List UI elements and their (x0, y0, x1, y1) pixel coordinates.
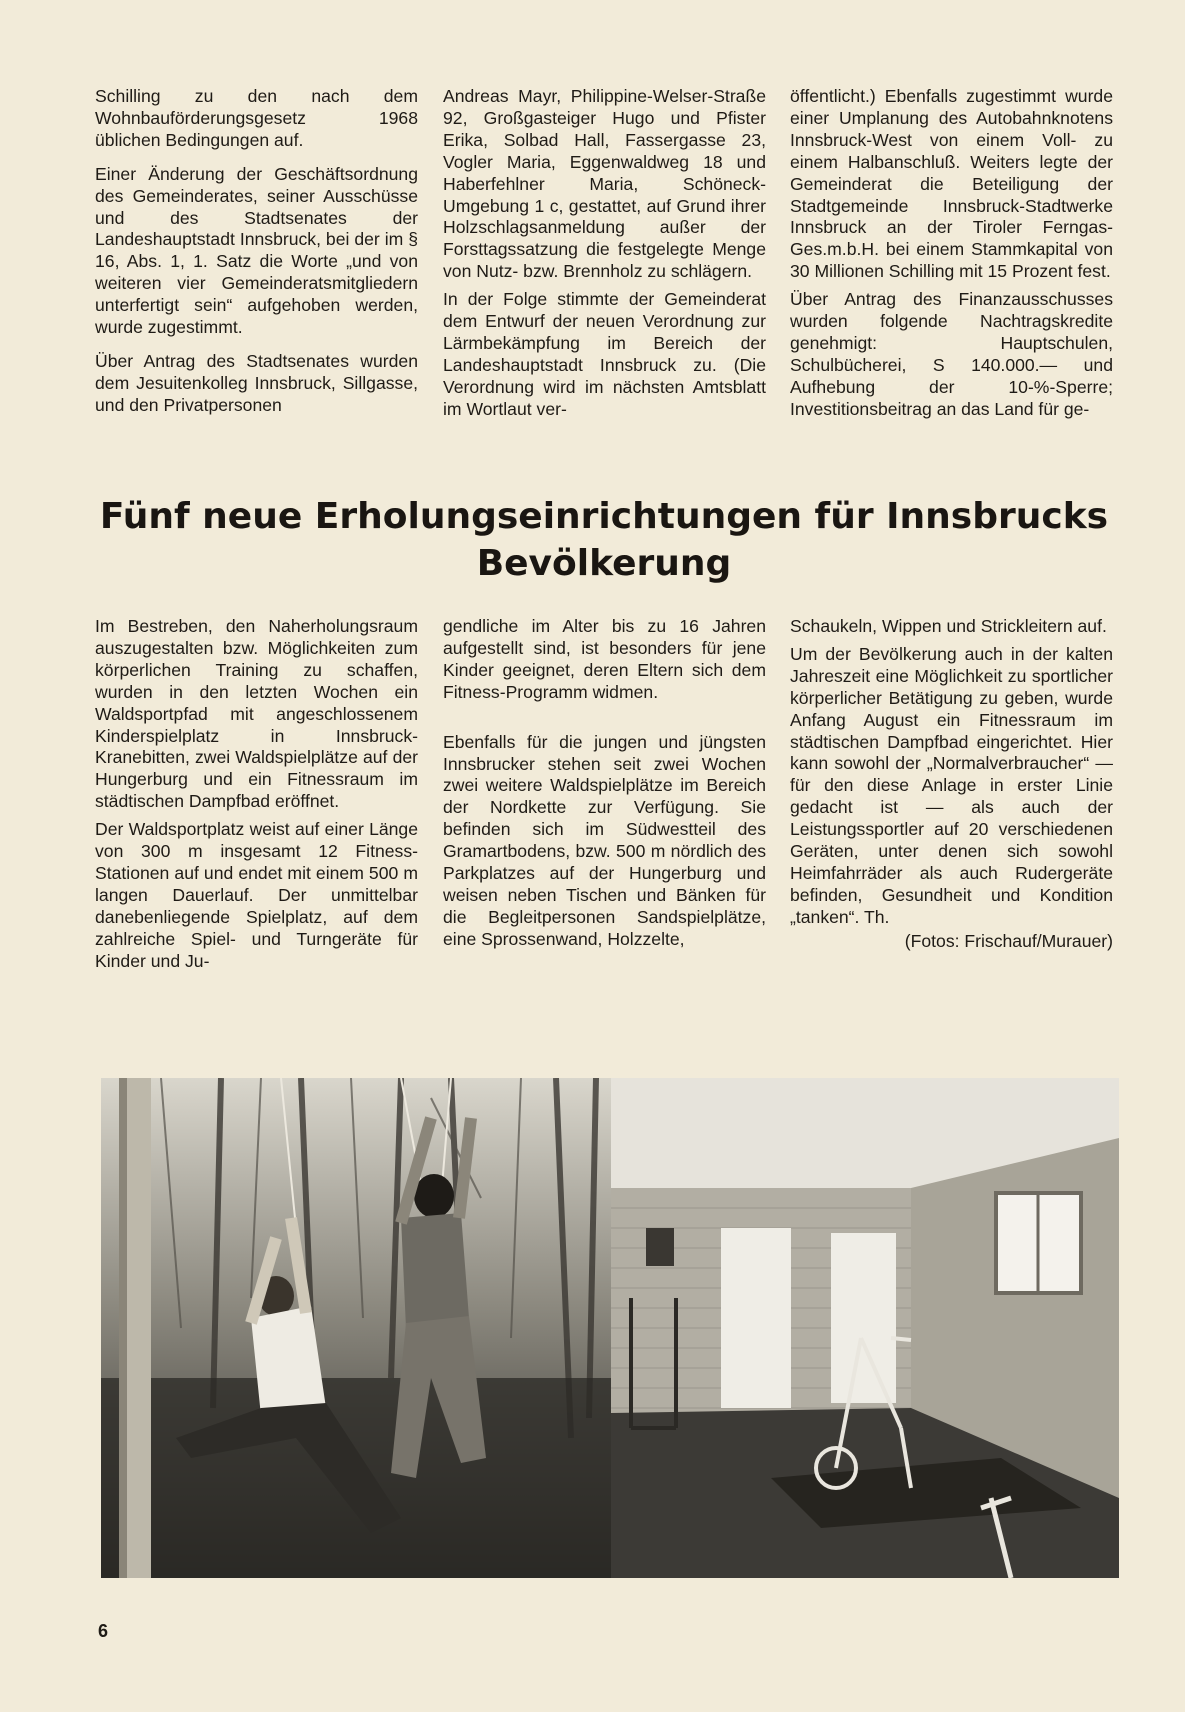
paragraph: Einer Änderung der Geschäftsordnung des Gemeinderates, seiner Ausschüsse und des Stadtsenates der Landeshauptstadt Innsbruck, bei der im § 16, Abs. 1, 1. Satz die Worte „und von weiteren vier Gemeinderatsmitgliedern unterfertigt sein“ aufgehoben werden, wurde zugestimmt. (95, 163, 418, 338)
article-column-3 (790, 616, 1113, 996)
paragraph: Andreas Mayr, Philippine-Welser-Straße 92, Großgasteiger Hugo und Pfister Erika, Solbad Hall, Fassergasse 23, Vogler Maria, Eggenwaldweg 18 und Haberfehlner Maria, Schöneck-Umgebung 1 c, gestattet, auf Grund ihrer Holzschlagsanmeldung außer der Forsttagssatzung die festgelegte Menge von Nutz- bzw. Brennholz zu schlägern. (443, 86, 766, 282)
article-headline: Fünf neue Erholungseinrichtungen für Innsbrucks Bevölkerung (99, 496, 1109, 584)
photo-credit: (Fotos: Frischauf/Murauer) (904, 930, 1113, 951)
paragraph: gendliche im Alter bis zu 16 Jahren aufgestellt sind, ist besonders für jene Kinder geeignet, deren Eltern sich dem Fitness-Programm widmen. (443, 616, 766, 702)
forest-fitness-photo (101, 1078, 611, 1578)
paragraph: Um der Bevölkerung auch in der kalten Jahreszeit eine Möglichkeit zu sportlicher körperlicher Betätigung zu geben, wurde Anfang August ein Fitnessraum im städtischen Dampfbad eingerichtet. Hier kann sowohl der „Normalverbraucher“ — für den diese Anlage in erster Linie gedacht ist — als auch der Leistungssportler auf 20 verschiedenen Geräten, unter denen sich sowohl Heimfahrräder als auch Rudergeräte befinden, Gesundheit und Kondition „tanken“. Th. (790, 643, 1113, 927)
paragraph: Schaukeln, Wippen und Strickleitern auf. (790, 616, 1107, 636)
photo-strip (101, 1078, 1119, 1578)
article-column-1 (95, 616, 418, 996)
page-number: 6 (98, 1621, 109, 1641)
top-column-1 (95, 86, 418, 456)
fitness-room-photo (611, 1078, 1119, 1578)
paragraph: Schilling zu den nach dem Wohnbauförderungsgesetz 1968 üblichen Bedingungen auf. (95, 86, 418, 150)
paragraph: öffentlicht.) Ebenfalls zugestimmt wurde einer Umplanung des Autobahnknotens Innsbruck-West von einem Voll- zu einem Halbanschluß. Weiters legte der Gemeinderat die Beteiligung der Stadtgemeinde Innsbruck-Stadtwerke Innsbruck an der Tiroler Ferngas-Ges.m.b.H. bei einem Stammkapital von 30 Millionen Schilling mit 15 Prozent fest. (790, 86, 1113, 282)
paragraph: Der Waldsportplatz weist auf einer Länge von 300 m insgesamt 12 Fitness-Stationen auf und endet mit einem 500 m langen Dauerlauf. Der unmittelbar danebenliegende Spielplatz, auf dem zahlreiche Spiel- und Turngeräte für Kinder und Ju- (95, 819, 418, 971)
top-column-3 (790, 86, 1113, 456)
paragraph: Ebenfalls für die jungen und jüngsten Innsbrucker stehen seit zwei Wochen zwei weitere Waldspielplätze im Bereich der Nordkette zur Verfügung. Sie befinden sich im Südwestteil des Gramartbodens, bzw. 500 m nördlich des Parkplatzes auf der Hungerburg und weisen neben Tischen und Bänken für die Begleitpersonen Sandspielplätze, eine Sprossenwand, Holzzelte, (443, 731, 766, 949)
paragraph: Im Bestreben, den Naherholungsraum auszugestalten bzw. Möglichkeiten zum körperlichen Training zu schaffen, wurden in den letzten Wochen ein Waldsportpfad mit angeschlossenem Kinderspielplatz in Innsbruck-Kranebitten, zwei Waldspielplätze auf der Hungerburg und ein Fitnessraum im städtischen Dampfbad eröffnet. (95, 616, 418, 812)
paragraph: Über Antrag des Finanzausschusses wurden folgende Nachtragskredite genehmigt: Hauptschulen, Schulbücherei, S 140.000.— und Aufhebung der 10-%-Sperre; Investitionsbeitrag an das Land für ge- (790, 289, 1113, 419)
paragraph: Über Antrag des Stadtsenates wurden dem Jesuitenkolleg Innsbruck, Sillgasse, und den Privatpersonen (95, 350, 418, 415)
paragraph: In der Folge stimmte der Gemeinderat dem Entwurf der neuen Verordnung zur Lärmbekämpfung im Bereich der Landeshauptstadt Innsbruck zu. (Die Verordnung wird im nächsten Amtsblatt im Wortlaut ver- (443, 289, 766, 419)
top-column-2 (443, 86, 766, 456)
article-column-2 (443, 616, 766, 996)
